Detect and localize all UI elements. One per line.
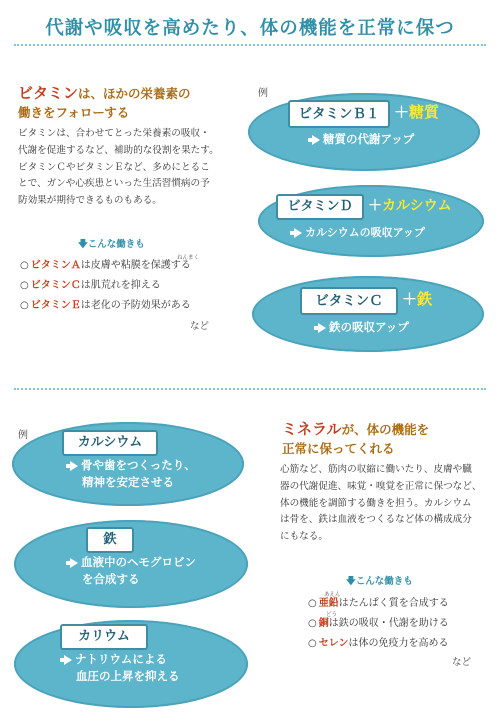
vitamin-b1-plus: ＋糖質 bbox=[394, 103, 440, 121]
list-item: ○ ビタミンＡは皮膚や粘膜を保護する bbox=[20, 260, 191, 271]
arrow-down-icon: 🡇 bbox=[78, 239, 88, 250]
calcium-sub: 骨や歯をつくったり、 精神を安定させる bbox=[66, 457, 196, 491]
circle-bullet-icon: ○ bbox=[308, 618, 317, 629]
mineral-body-line: は骨を、鉄は血液をつくるなど体の構成成分 bbox=[280, 514, 472, 526]
top-divider bbox=[14, 44, 486, 46]
mineral-heading bbox=[282, 420, 492, 458]
vitamin-example-label: 例 bbox=[258, 88, 268, 99]
circle-bullet-icon: ○ bbox=[20, 280, 29, 291]
potassium-sub: ナトリウムによる 血圧の上昇を抑える bbox=[60, 651, 180, 685]
vitamin-body-line: とで、ガンや心疾患といった生活習慣病の予 bbox=[18, 178, 210, 190]
arrow-right-icon bbox=[312, 135, 320, 145]
vitamin-heading bbox=[18, 84, 228, 122]
vitamin-items bbox=[20, 256, 191, 316]
list-item: ○ 銅は鉄の吸収・代謝を助ける bbox=[308, 618, 449, 629]
circle-bullet-icon: ○ bbox=[20, 260, 29, 271]
arrow-right-icon bbox=[70, 461, 78, 471]
iron-sub: 血液中のヘモグロビン を合成する bbox=[66, 554, 196, 588]
list-item: ○ セレンは体の免疫力を高める bbox=[308, 638, 449, 649]
mineral-body-line: 器の代謝促進、味覚・嗅覚を正常に保つなど、 bbox=[280, 480, 482, 492]
arrow-down-icon: 🡇 bbox=[346, 576, 356, 587]
mineral-body-line: にもなる。 bbox=[280, 531, 328, 543]
ruby-aen: あえん bbox=[324, 592, 341, 598]
arrow-right-icon bbox=[294, 228, 302, 238]
vitamin-body bbox=[18, 126, 240, 210]
arrow-right-icon bbox=[64, 655, 72, 665]
mineral-heading-line2: 正常に保ってくれる bbox=[282, 441, 395, 456]
vitamin-body-line: ビタミンは、合わせてとった栄養素の吸収・ bbox=[18, 128, 210, 139]
calcium-pill: カルシウム bbox=[62, 430, 158, 456]
vitamin-body-line: 代謝を促進するなど、補助的な役割を果たす。 bbox=[18, 144, 219, 156]
ruby-dou: どう bbox=[326, 612, 338, 618]
vitamin-body-line: 防効果が期待できるものもある。 bbox=[18, 195, 162, 207]
vitamin-body-line: ビタミンＣやビタミンＥなど、多めにとるこ bbox=[18, 161, 210, 173]
circle-bullet-icon: ○ bbox=[308, 598, 317, 609]
mineral-heading-keyword: ミネラル bbox=[282, 420, 342, 438]
potassium-pill: カリウム bbox=[60, 624, 148, 650]
vitamin-d-sub: カルシウムの吸収アップ bbox=[290, 224, 425, 240]
list-item: ○ ビタミンＥは老化の予防効果がある bbox=[20, 300, 191, 311]
page-title: 代謝や吸収を高めたり、体の機能を正常に保つ bbox=[45, 18, 455, 39]
list-item: ○ 亜鉛はたんぱく質を合成する bbox=[308, 598, 449, 609]
vitamin-d-plus: ＋カルシウム bbox=[368, 198, 452, 214]
mineral-items bbox=[308, 594, 449, 654]
vitamin-d-pill: ビタミンＤ bbox=[276, 194, 364, 220]
mineral-hint-label: こんな働きも bbox=[355, 576, 413, 587]
partner-label: 糖質 bbox=[409, 103, 440, 121]
vitamin-b1-sub: 糖質の代謝アップ bbox=[308, 131, 414, 147]
mineral-body bbox=[280, 462, 494, 546]
mineral-body-line: 心筋など、筋肉の収縮に働いたり、皮膚や臓 bbox=[280, 464, 472, 475]
mineral-nado: など bbox=[452, 657, 472, 668]
vitamin-hint bbox=[78, 236, 145, 253]
vitamin-hint-label: こんな働きも bbox=[87, 239, 145, 250]
ruby-nenmaku: ねんまく bbox=[177, 255, 200, 261]
vitamin-heading-line1: は、ほかの栄養素の bbox=[78, 86, 191, 101]
circle-bullet-icon: ○ bbox=[308, 638, 317, 649]
arrow-right-icon bbox=[70, 558, 78, 568]
partner-label: カルシウム bbox=[382, 198, 452, 214]
vitamin-nado: など bbox=[190, 321, 210, 332]
vitamin-c-plus: ＋鉄 bbox=[402, 290, 433, 308]
vitamin-c-pill: ビタミンＣ bbox=[300, 287, 398, 315]
partner-label: 鉄 bbox=[417, 290, 433, 308]
circle-bullet-icon: ○ bbox=[20, 300, 29, 311]
mineral-hint bbox=[346, 573, 413, 590]
arrow-right-icon bbox=[318, 323, 326, 333]
mineral-heading-line1: が、体の機能を bbox=[341, 422, 430, 437]
section-divider bbox=[14, 388, 486, 390]
list-item: ○ ビタミンＣは肌荒れを抑える bbox=[20, 280, 161, 291]
vitamin-heading-line2: 働きをフォローする bbox=[18, 105, 130, 120]
vitamin-c-sub: 鉄の吸収アップ bbox=[314, 319, 409, 335]
vitamin-heading-keyword: ビタミン bbox=[18, 84, 79, 102]
vitamin-b1-pill: ビタミンＢ１ bbox=[288, 100, 390, 128]
iron-pill: 鉄 bbox=[86, 527, 134, 553]
mineral-example-label: 例 bbox=[18, 430, 28, 441]
mineral-body-line: 体の機能を調節する働きを担う。カルシウム bbox=[280, 497, 472, 509]
